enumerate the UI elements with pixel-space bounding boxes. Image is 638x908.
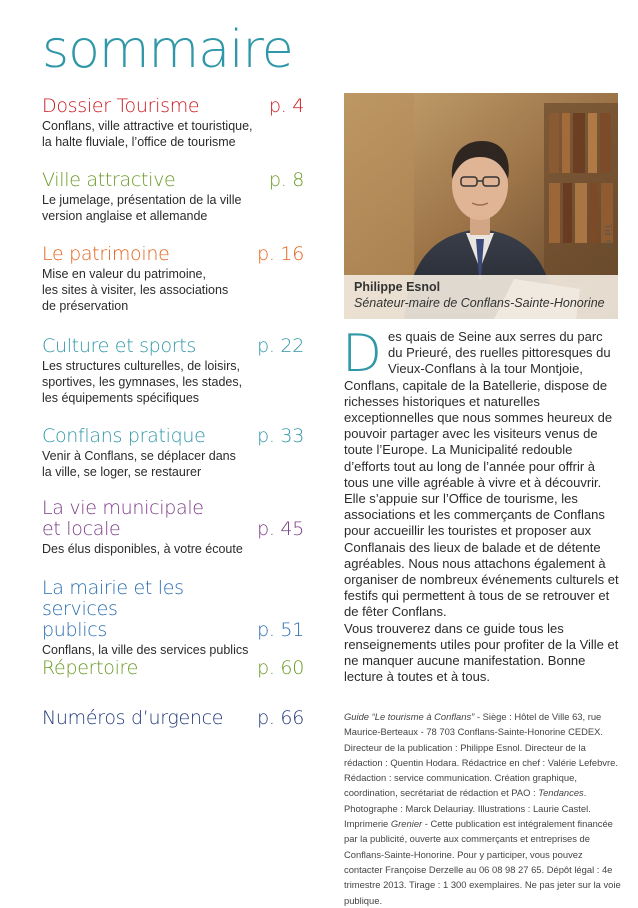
toc-entry-page: p. 8 bbox=[268, 169, 304, 191]
toc-entry-page: p. 33 bbox=[257, 425, 304, 447]
toc-entry-description: Conflans, ville attractive et touristique, la halte fluviale, l’office de tourisme bbox=[42, 119, 253, 149]
editorial-paragraph: es quais de Seine aux serres du parc du Prieuré, des ruelles pittoresques du Vieux-Conflans à la tour Montjoie, Conflans, capitale de la Batellerie, dispose de richesses historiques et naturelles exceptionnelles que nous sommes heureux de pouvoir partager avec les visiteurs venus de toute l’Europe. La Municipalité redouble d’efforts tout au long de l’année pour offrir à tous une ville agréable à vivre et à découvrir. Elle s’appuie sur l’Office de tourisme, les associations et les commerçants de Conflans pour accueillir les touristes et proposer aux Conflanais des lieux de balade et de détente agréables. Nous nous attachons également à organiser de nombreux événements culturels et festifs qui permettent à tous de se retrouver et de fêter Conflans. bbox=[344, 329, 619, 620]
toc-entry-repertoire[interactable] bbox=[42, 658, 304, 679]
toc-entry-page: p. 51 bbox=[257, 619, 304, 641]
toc-entry-conflans-pratique[interactable] bbox=[42, 426, 304, 480]
toc-entry-ville-attractive[interactable] bbox=[42, 170, 304, 224]
toc-entry-title: La mairie et les services publics bbox=[42, 577, 184, 641]
credits-text-2: . Photographe : Marck Delauriay. Illustrations : Laurie Castel. Imprimerie bbox=[344, 787, 591, 830]
toc-entry-description: Les structures culturelles, de loisirs, sportives, les gymnases, les stades, les équipements spécifiques bbox=[42, 359, 243, 405]
caption-name: Philippe Esnol bbox=[354, 280, 441, 294]
page-title: sommaire bbox=[42, 20, 293, 80]
toc-entry-description: Des élus disponibles, à votre écoute bbox=[42, 542, 243, 556]
toc-entry-page: p. 4 bbox=[268, 95, 304, 117]
toc-entry-culture-sports[interactable] bbox=[42, 336, 304, 406]
credits-text-1: - Siège : Hôtel de Ville 63, rue Maurice-Berteaux - 78 703 Conflans-Sainte-Honorine CEDEX. Directeur de la publication : Philippe Esnol. Directeur de la rédaction : Quentin Hodara. Rédactrice en chef : Valérie Lefebvre. Rédaction : service communication. Création graphique, coordination, secrétariat de rédaction et PAO : bbox=[344, 711, 618, 799]
toc-entry-vie-municipale[interactable] bbox=[42, 498, 304, 557]
caption-role: Sénateur-maire de Conflans-Sainte-Honorine bbox=[354, 296, 605, 310]
toc-entry-title: Le patrimoine bbox=[42, 243, 170, 265]
photo-credit: © P.I. bbox=[604, 223, 614, 248]
toc-entry-page: p. 66 bbox=[257, 707, 304, 729]
publication-credits bbox=[344, 709, 622, 908]
toc-entry-title: La vie municipale et locale bbox=[42, 497, 204, 540]
toc-entry-description: Mise en valeur du patrimoine, les sites à visiter, les associations de préservation bbox=[42, 267, 229, 313]
editorial-text bbox=[342, 324, 620, 685]
printer-name: Grenier bbox=[390, 818, 423, 830]
toc-entry-description: Conflans, la ville des services publics bbox=[42, 643, 249, 657]
credits-text-3: - Cette publication est intégralement financée par la publicité, ouverte aux commerçants et entreprises de Conflans-Sainte-Honorine. Pour y participer, vous pouvez contacter Françoise Derzelle au 06 08 98 27 65. Dépôt légal : 4e trimestre 2013. Tirage : 1 300 exemplaires. Ne pas jeter sur la voie publique. bbox=[344, 818, 621, 906]
toc-entry-title: Ville attractive bbox=[42, 169, 176, 191]
toc-entry-mairie-services[interactable] bbox=[42, 578, 304, 658]
photo-caption bbox=[344, 275, 618, 319]
agency-name: Tendances bbox=[538, 787, 584, 799]
toc-entry-page: p. 60 bbox=[257, 657, 304, 679]
toc-entry-description: Venir à Conflans, se déplacer dans la ville, se loger, se restaurer bbox=[42, 449, 236, 479]
editorial-paragraph-2: Vous trouverez dans ce guide tous les renseignements utiles pour profiter de la Ville et ne manquer aucune manifestation. Bonne lecture à toutes et à tous. bbox=[344, 620, 619, 685]
toc-entry-title: Dossier Tourisme bbox=[42, 95, 200, 117]
toc-entry-title: Conflans pratique bbox=[42, 425, 206, 447]
toc-entry-page: p. 22 bbox=[257, 335, 304, 357]
toc-entry-title: Répertoire bbox=[42, 657, 139, 679]
toc-entry-dossier-tourisme[interactable] bbox=[42, 96, 304, 150]
drop-cap: D bbox=[342, 324, 383, 384]
toc-entry-title: Numéros d’urgence bbox=[42, 707, 224, 729]
mayor-photo bbox=[344, 93, 618, 319]
toc-entry-description: Le jumelage, présentation de la ville version anglaise et allemande bbox=[42, 193, 242, 223]
toc-entry-title: Culture et sports bbox=[42, 335, 197, 357]
toc-entry-patrimoine[interactable] bbox=[42, 244, 304, 314]
toc-entry-page: p. 45 bbox=[257, 518, 304, 540]
guide-title: Guide “Le tourisme à Conflans” bbox=[344, 711, 475, 722]
toc-entry-numeros-urgence[interactable] bbox=[42, 708, 304, 729]
toc-entry-page: p. 16 bbox=[257, 243, 304, 265]
